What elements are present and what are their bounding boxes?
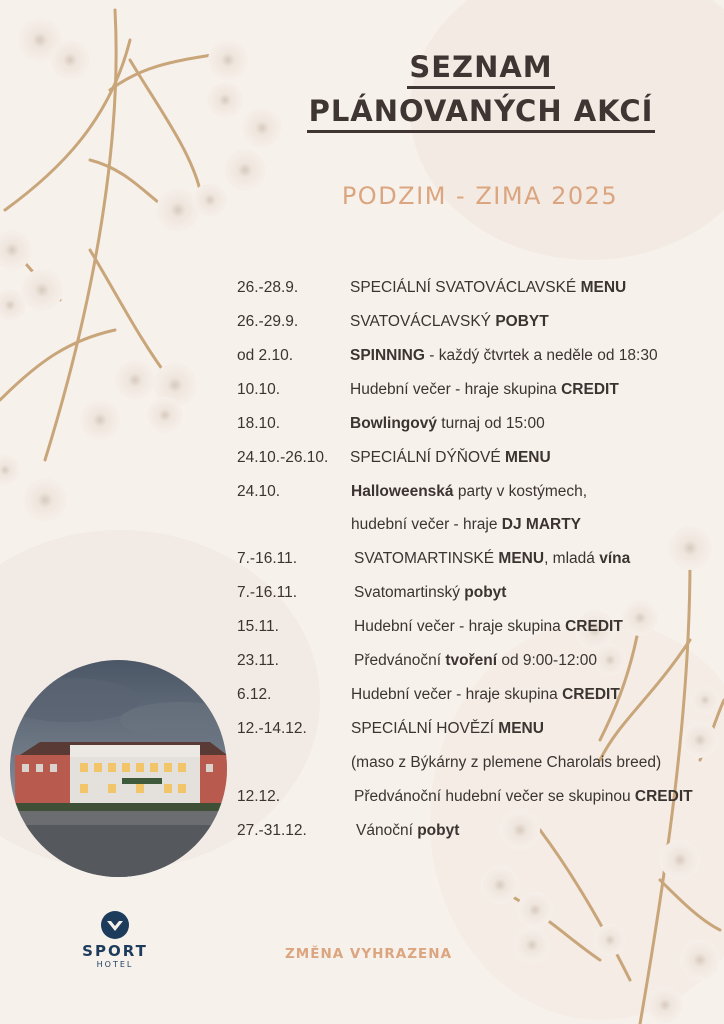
event-text: SVATOMARTINSKÉ MENU, mladá vína xyxy=(354,550,631,567)
event-text: Předvánoční tvoření od 9:00-12:00 xyxy=(354,652,598,669)
event-date: 12.12. xyxy=(237,788,281,805)
footer-note: ZMĚNA VYHRAZENA xyxy=(285,946,453,962)
title-line2-text: PLÁNOVANÝCH AKCÍ xyxy=(307,96,656,133)
event-date: 24.10.-26.10. xyxy=(237,449,329,466)
event-text: Hudební večer - hraje skupina CREDIT xyxy=(351,686,620,703)
event-date: 7.-16.11. xyxy=(237,584,298,601)
event-text: Vánoční pobyt xyxy=(356,822,460,839)
event-text: Halloweenská party v kostýmech, xyxy=(351,483,588,500)
event-text: Hudební večer - hraje skupina CREDIT xyxy=(350,381,619,398)
event-text: Svatomartinský pobyt xyxy=(354,584,507,601)
logo-mark-icon xyxy=(100,910,130,940)
season-subtitle: PODZIM - ZIMA 2025 xyxy=(341,182,619,210)
event-date: 18.10. xyxy=(237,415,281,432)
page-title-line2 xyxy=(297,94,665,133)
event-date: 26.-28.9. xyxy=(237,279,299,296)
event-text: SPINNING - každý čtvrtek a neděle od 18:30 xyxy=(350,347,658,364)
event-text: hudební večer - hraje DJ MARTY xyxy=(351,516,582,533)
event-date: 24.10. xyxy=(237,483,281,500)
event-text: Bowlingový turnaj od 15:00 xyxy=(350,415,545,432)
event-text: Předvánoční hudební večer se skupinou CREDIT xyxy=(354,788,693,805)
event-date: 23.11. xyxy=(237,652,279,669)
title-line1-text: SEZNAM xyxy=(407,52,554,89)
event-date: 27.-31.12. xyxy=(237,822,307,839)
event-text: SVATOVÁCLAVSKÝ POBYT xyxy=(350,313,549,330)
event-date: 15.11. xyxy=(237,618,279,635)
event-date: 26.-29.9. xyxy=(237,313,299,330)
logo-text-hotel: HOTEL xyxy=(96,960,134,969)
event-text: SPECIÁLNÍ SVATOVÁCLAVSKÉ MENU xyxy=(350,279,627,296)
event-text: SPECIÁLNÍ HOVĚZÍ MENU xyxy=(351,720,544,737)
sport-hotel-logo xyxy=(74,910,156,969)
event-date: 7.-16.11. xyxy=(237,550,298,567)
event-date: od 2.10. xyxy=(237,347,294,364)
event-date: 10.10. xyxy=(237,381,281,398)
event-text: SPECIÁLNÍ DÝŇOVÉ MENU xyxy=(350,449,551,466)
event-text: Hudební večer - hraje skupina CREDIT xyxy=(354,618,623,635)
event-date: 12.-14.12. xyxy=(237,720,307,737)
page-title-line1 xyxy=(297,50,665,89)
event-text: (maso z Býkárny z plemene Charolais breed) xyxy=(351,754,662,771)
event-date: 6.12. xyxy=(237,686,272,703)
logo-text-sport: SPORT xyxy=(82,942,148,960)
hotel-photo xyxy=(10,660,227,877)
